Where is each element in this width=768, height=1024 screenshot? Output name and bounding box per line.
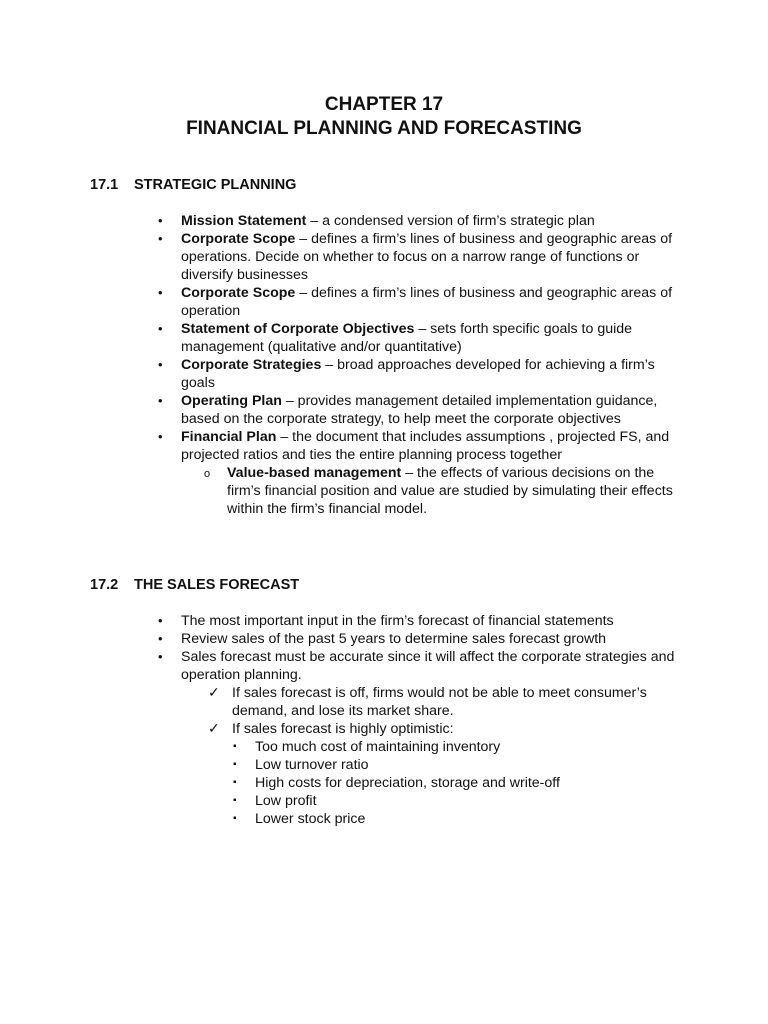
term: Corporate Scope <box>181 285 296 301</box>
consequence-item <box>233 774 681 792</box>
sub-list <box>181 464 681 518</box>
bullet-square: ▪ <box>233 777 237 788</box>
consequence-item <box>233 810 681 828</box>
list-item <box>158 648 681 828</box>
bullet-square: ▪ <box>233 795 237 806</box>
chapter-number: CHAPTER 17 <box>324 94 444 115</box>
bullet-dot: • <box>158 613 163 628</box>
bullet-dot: • <box>158 631 163 646</box>
bullet-dot: • <box>158 285 163 300</box>
term: Value-based management <box>227 465 402 481</box>
bullet-dot: • <box>158 231 163 246</box>
bullet-dot: • <box>158 321 163 336</box>
term: Corporate Strategies <box>181 357 322 373</box>
section-number: 17.1 <box>90 177 119 193</box>
list-item <box>158 356 681 392</box>
list-item <box>158 320 681 356</box>
definition: – the document that includes assumptions , projected FS, and projected ratios and ties the entire planning process together <box>181 429 670 463</box>
section-heading-strategic-planning <box>90 176 296 194</box>
section-heading-sales-forecast <box>90 576 299 594</box>
check-item-text: If sales forecast is highly optimistic: <box>232 721 454 737</box>
list-item <box>158 428 681 518</box>
consequence-list <box>232 738 681 828</box>
strategic-planning-list <box>158 212 681 518</box>
check-item <box>208 684 681 720</box>
checkmark-icon: ✓ <box>208 684 220 700</box>
list-item-text: Review sales of the past 5 years to determine sales forecast growth <box>181 631 607 647</box>
list-item <box>158 230 681 284</box>
bullet-square: ▪ <box>233 759 237 770</box>
bullet-square: ▪ <box>233 741 237 752</box>
term: Corporate Scope <box>181 231 296 247</box>
consequence-item <box>233 792 681 810</box>
term: Statement of Corporate Objectives <box>181 321 415 337</box>
term: Operating Plan <box>181 393 282 409</box>
consequence-text: High costs for depreciation, storage and write-off <box>255 775 560 791</box>
list-item <box>158 630 681 648</box>
section-title: THE SALES FORECAST <box>134 577 300 593</box>
list-item <box>158 212 681 230</box>
sales-forecast-list <box>158 612 681 828</box>
definition: – defines a firm’s lines of business and geographic areas of operations. Decide on whether to focus on a narrow range of functions or diversify businesses <box>181 231 673 283</box>
consequence-item <box>233 756 681 774</box>
check-item <box>208 720 681 828</box>
list-item <box>158 392 681 428</box>
list-item-text: Sales forecast must be accurate since it will affect the corporate strategies and operation planning. <box>181 649 675 683</box>
bullet-circle: o <box>204 468 211 480</box>
bullet-dot: • <box>158 393 163 408</box>
term: Mission Statement <box>181 213 307 229</box>
list-item <box>158 284 681 320</box>
chapter-title: FINANCIAL PLANNING AND FORECASTING <box>186 118 582 139</box>
consequence-text: Lower stock price <box>255 811 366 827</box>
term: Financial Plan <box>181 429 277 445</box>
check-item-text: If sales forecast is off, firms would not be able to meet consumer’s demand, and lose its market share. <box>232 685 647 719</box>
list-item <box>158 612 681 630</box>
bullet-dot: • <box>158 213 163 228</box>
consequence-text: Low turnover ratio <box>255 757 369 773</box>
bullet-dot: • <box>158 357 163 372</box>
bullet-square: ▪ <box>233 813 237 824</box>
sub-list-item <box>204 464 681 518</box>
definition: – sets forth specific goals to guide management (qualitative and/or quantitative) <box>181 321 633 355</box>
section-title: STRATEGIC PLANNING <box>134 177 297 193</box>
list-item-text: The most important input in the firm’s forecast of financial statements <box>181 613 614 629</box>
definition: – provides management detailed implementation guidance, based on the corporate strategy, to help meet the corporate objectives <box>181 393 658 427</box>
section-number: 17.2 <box>90 577 119 593</box>
definition: – the effects of various decisions on the firm’s financial position and value are studied by simulating their effects within the firm’s financial model. <box>227 465 673 517</box>
consequence-item <box>233 738 681 756</box>
definition: – a condensed version of firm’s strategic plan <box>306 213 595 229</box>
bullet-dot: • <box>158 649 163 664</box>
definition: – defines a firm’s lines of business and geographic areas of operation <box>181 285 673 319</box>
bullet-dot: • <box>158 429 163 444</box>
consequence-text: Too much cost of maintaining inventory <box>255 739 501 755</box>
check-list <box>181 684 681 828</box>
checkmark-icon: ✓ <box>208 720 220 736</box>
definition: – broad approaches developed for achieving a firm’s goals <box>181 357 655 391</box>
consequence-text: Low profit <box>255 793 317 809</box>
